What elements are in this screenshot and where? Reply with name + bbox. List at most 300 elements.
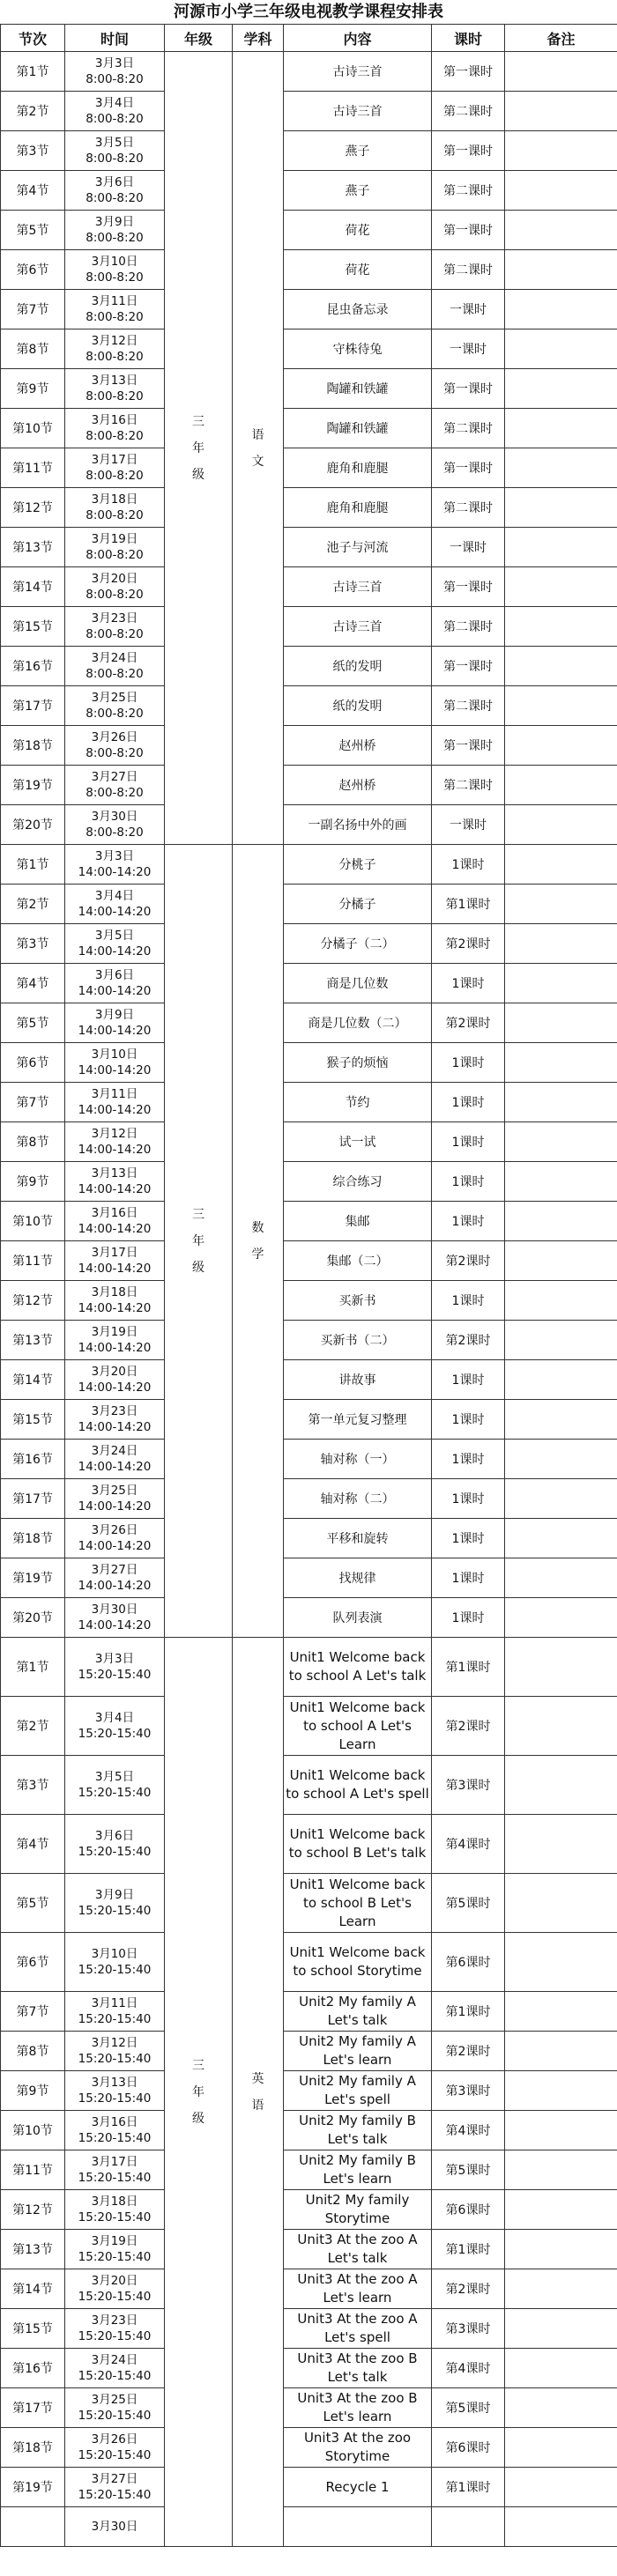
table-row [1, 1400, 617, 1440]
period-cell: 第1节 [1, 52, 65, 92]
date-text: 3月23日 [91, 1404, 138, 1418]
period-cell: 第1节 [1, 845, 65, 885]
period-cell: 第13节 [1, 2230, 65, 2269]
period-cell: 第2节 [1, 1697, 65, 1756]
notes-cell [505, 1598, 617, 1638]
table-row [1, 1202, 617, 1241]
date-text: 3月6日 [94, 175, 135, 189]
notes-cell [505, 250, 617, 290]
time-cell [65, 1558, 165, 1598]
hours-cell: 第2课时 [432, 1321, 505, 1360]
content-cell: 荷花 [284, 211, 432, 250]
date-text: 3月27日 [91, 1563, 138, 1577]
content-cell: 平移和旋转 [284, 1519, 432, 1558]
hours-cell: 第二课时 [432, 686, 505, 726]
time-cell [65, 1400, 165, 1440]
grade-cell: 三 年 级 [165, 1638, 233, 2547]
content-cell: Unit3 At the zoo A Let's spell [284, 2309, 432, 2349]
content-cell: Unit1 Welcome back to school B Let's talk [284, 1815, 432, 1874]
time-range-text: 15:20-15:40 [78, 2329, 152, 2343]
content-cell: Unit2 My family B Let's talk [284, 2111, 432, 2150]
content-cell: 商是几位数（二） [284, 1003, 432, 1043]
content-cell: 节约 [284, 1083, 432, 1122]
hours-cell: 一课时 [432, 528, 505, 567]
time-cell [65, 409, 165, 448]
time-range-text: 15:20-15:40 [78, 2171, 152, 2185]
time-range-text: 15:20-15:40 [78, 2409, 152, 2423]
date-text: 3月20日 [91, 2274, 138, 2288]
date-text: 3月18日 [91, 2195, 138, 2209]
hours-cell: 第1课时 [432, 2230, 505, 2269]
date-text: 3月26日 [91, 2432, 138, 2446]
hours-cell: 第一课时 [432, 567, 505, 607]
content-cell: Unit2 My family A Let's learn [284, 2032, 432, 2071]
date-text: 3月10日 [91, 1947, 138, 1961]
period-cell: 第14节 [1, 2269, 65, 2309]
date-text: 3月23日 [91, 611, 138, 625]
time-range-text: 15:20-15:40 [78, 2012, 152, 2026]
table-row [1, 1558, 617, 1598]
time-range-text: 15:20-15:40 [78, 1845, 152, 1859]
time-cell [65, 1440, 165, 1479]
time-cell [65, 290, 165, 329]
hours-cell: 第二课时 [432, 250, 505, 290]
table-row [1, 1874, 617, 1933]
time-range-text: 8:00-8:20 [85, 350, 144, 364]
content-cell: 古诗三首 [284, 52, 432, 92]
time-cell [65, 171, 165, 211]
time-range-text: 8:00-8:20 [85, 825, 144, 840]
content-cell: 猴子的烦恼 [284, 1043, 432, 1083]
table-row [1, 726, 617, 766]
hours-cell: 第2课时 [432, 2032, 505, 2071]
table-row [1, 964, 617, 1003]
table-row [1, 250, 617, 290]
time-range-text: 14:00-14:20 [78, 1222, 152, 1236]
hours-cell: 1课时 [432, 964, 505, 1003]
date-text: 3月17日 [91, 453, 138, 467]
time-cell [65, 329, 165, 369]
period-cell: 第19节 [1, 2468, 65, 2507]
content-cell: 集邮（二） [284, 1241, 432, 1281]
time-range-text: 15:20-15:40 [78, 2210, 152, 2224]
content-cell: Recycle 1 [284, 2468, 432, 2507]
content-cell: 池子与河流 [284, 528, 432, 567]
hours-cell: 1课时 [432, 1162, 505, 1202]
hours-cell: 第6课时 [432, 2428, 505, 2468]
content-cell: Unit2 My family B Let's learn [284, 2150, 432, 2190]
notes-cell [505, 409, 617, 448]
period-cell: 第8节 [1, 2032, 65, 2071]
header-hours: 课时 [432, 25, 505, 52]
content-cell: Unit2 My family A Let's talk [284, 1992, 432, 2032]
time-range-text: 8:00-8:20 [85, 588, 144, 602]
time-cell [65, 726, 165, 766]
hours-cell: 第4课时 [432, 2349, 505, 2388]
period-cell: 第7节 [1, 1083, 65, 1122]
table-row [1, 2230, 617, 2269]
content-cell [284, 2507, 432, 2547]
time-cell [65, 1321, 165, 1360]
time-cell [65, 647, 165, 686]
hours-cell: 第一课时 [432, 131, 505, 171]
content-cell: 分橘子（二） [284, 924, 432, 964]
content-cell: 纸的发明 [284, 686, 432, 726]
table-row [1, 2388, 617, 2428]
content-cell: 古诗三首 [284, 567, 432, 607]
date-text: 3月19日 [91, 532, 138, 546]
content-cell: 赵州桥 [284, 726, 432, 766]
hours-cell: 第2课时 [432, 2269, 505, 2309]
date-text: 3月30日 [91, 1603, 138, 1617]
table-row [1, 1281, 617, 1321]
period-cell: 第11节 [1, 2150, 65, 2190]
notes-cell [505, 1360, 617, 1400]
period-cell: 第5节 [1, 1874, 65, 1933]
table-row [1, 448, 617, 488]
hours-cell: 第3课时 [432, 1756, 505, 1815]
time-range-text: 14:00-14:20 [78, 905, 152, 919]
date-text: 3月25日 [91, 1484, 138, 1498]
notes-cell [505, 171, 617, 211]
time-cell [65, 1202, 165, 1241]
notes-cell [505, 528, 617, 567]
date-text: 3月6日 [94, 968, 135, 982]
time-cell [65, 1697, 165, 1756]
date-text: 3月16日 [91, 1206, 138, 1220]
hours-cell: 第2课时 [432, 1003, 505, 1043]
table-row [1, 607, 617, 647]
period-cell: 第5节 [1, 1003, 65, 1043]
hours-cell: 1课时 [432, 1083, 505, 1122]
time-cell [65, 1122, 165, 1162]
hours-cell: 第4课时 [432, 1815, 505, 1874]
notes-cell [505, 211, 617, 250]
time-cell [65, 805, 165, 845]
notes-cell [505, 845, 617, 885]
content-cell: 燕子 [284, 171, 432, 211]
notes-cell [505, 92, 617, 131]
date-text: 3月20日 [91, 1365, 138, 1379]
content-cell: Unit2 My family Storytime [284, 2190, 432, 2230]
notes-cell [505, 2190, 617, 2230]
subject-cell: 语 文 [233, 52, 284, 845]
period-cell: 第19节 [1, 1558, 65, 1598]
notes-cell [505, 2071, 617, 2111]
notes-cell [505, 1440, 617, 1479]
time-cell [65, 1360, 165, 1400]
content-cell: Unit3 At the zoo Storytime [284, 2428, 432, 2468]
time-range-text: 15:20-15:40 [78, 1786, 152, 1800]
time-range-text: 14:00-14:20 [78, 1103, 152, 1117]
period-cell: 第13节 [1, 528, 65, 567]
period-cell: 第6节 [1, 1933, 65, 1992]
date-text: 3月30日 [91, 2520, 138, 2534]
content-cell: 荷花 [284, 250, 432, 290]
time-cell [65, 250, 165, 290]
notes-cell [505, 1519, 617, 1558]
notes-cell [505, 2507, 617, 2547]
period-cell: 第17节 [1, 2388, 65, 2428]
time-range-text: 15:20-15:40 [78, 1963, 152, 1977]
date-text: 3月24日 [91, 2353, 138, 2367]
notes-cell [505, 567, 617, 607]
table-row [1, 1519, 617, 1558]
time-range-text: 14:00-14:20 [78, 944, 152, 959]
time-cell [65, 2190, 165, 2230]
period-cell: 第19节 [1, 766, 65, 805]
period-cell: 第12节 [1, 1281, 65, 1321]
time-cell [65, 1933, 165, 1992]
period-cell: 第6节 [1, 250, 65, 290]
notes-cell [505, 1321, 617, 1360]
notes-cell [505, 2230, 617, 2269]
schedule-body [1, 52, 617, 2547]
hours-cell: 第二课时 [432, 92, 505, 131]
time-cell [65, 607, 165, 647]
date-text: 3月3日 [94, 56, 135, 70]
hours-cell: 第一课时 [432, 211, 505, 250]
time-cell [65, 1281, 165, 1321]
date-text: 3月9日 [94, 1888, 135, 1902]
time-cell [65, 1598, 165, 1638]
date-text: 3月9日 [94, 1008, 135, 1022]
period-cell: 第2节 [1, 92, 65, 131]
table-row [1, 52, 617, 92]
hours-cell: 1课时 [432, 1400, 505, 1440]
time-range-text: 15:20-15:40 [78, 2290, 152, 2304]
period-cell: 第8节 [1, 1122, 65, 1162]
date-text: 3月5日 [94, 929, 135, 943]
period-cell: 第13节 [1, 1321, 65, 1360]
notes-cell [505, 1241, 617, 1281]
content-cell: 买新书（二） [284, 1321, 432, 1360]
date-text: 3月26日 [91, 730, 138, 744]
period-cell: 第4节 [1, 964, 65, 1003]
time-range-text: 14:00-14:20 [78, 1460, 152, 1474]
table-row [1, 1479, 617, 1519]
table-row [1, 1360, 617, 1400]
date-text: 3月24日 [91, 651, 138, 665]
subject-cell: 英 语 [233, 1638, 284, 2547]
time-range-text: 15:20-15:40 [78, 1727, 152, 1741]
hours-cell: 第2课时 [432, 1697, 505, 1756]
period-cell: 第9节 [1, 1162, 65, 1202]
period-cell: 第10节 [1, 2111, 65, 2150]
date-text: 3月5日 [94, 1770, 135, 1784]
period-cell: 第3节 [1, 1756, 65, 1815]
header-content: 内容 [284, 25, 432, 52]
notes-cell [505, 2388, 617, 2428]
time-cell [65, 1756, 165, 1815]
date-text: 3月25日 [91, 691, 138, 705]
date-text: 3月11日 [91, 294, 138, 308]
time-range-text: 15:20-15:40 [78, 2369, 152, 2383]
notes-cell [505, 1003, 617, 1043]
hours-cell: 第二课时 [432, 409, 505, 448]
hours-cell: 1课时 [432, 1558, 505, 1598]
time-range-text: 8:00-8:20 [85, 707, 144, 721]
period-cell: 第18节 [1, 726, 65, 766]
content-cell: 讲故事 [284, 1360, 432, 1400]
hours-cell: 第1课时 [432, 885, 505, 924]
date-text: 3月18日 [91, 492, 138, 507]
date-text: 3月16日 [91, 2115, 138, 2129]
hours-cell [432, 2507, 505, 2547]
time-cell [65, 1479, 165, 1519]
notes-cell [505, 369, 617, 409]
notes-cell [505, 766, 617, 805]
content-cell: 鹿角和鹿腿 [284, 488, 432, 528]
table-row [1, 1598, 617, 1638]
date-text: 3月12日 [91, 334, 138, 348]
time-range-text: 8:00-8:20 [85, 72, 144, 86]
period-cell: 第11节 [1, 1241, 65, 1281]
time-cell [65, 1003, 165, 1043]
table-row [1, 885, 617, 924]
date-text: 3月27日 [91, 770, 138, 784]
time-range-text: 14:00-14:20 [78, 984, 152, 998]
date-text: 3月10日 [91, 255, 138, 269]
content-cell: 古诗三首 [284, 92, 432, 131]
hours-cell: 一课时 [432, 290, 505, 329]
hours-cell: 1课时 [432, 1281, 505, 1321]
period-cell: 第15节 [1, 2309, 65, 2349]
time-range-text: 8:00-8:20 [85, 667, 144, 681]
content-cell: 队列表演 [284, 1598, 432, 1638]
table-row [1, 1321, 617, 1360]
time-range-text: 14:00-14:20 [78, 1182, 152, 1196]
period-cell: 第7节 [1, 290, 65, 329]
content-cell: 纸的发明 [284, 647, 432, 686]
table-row [1, 2309, 617, 2349]
time-range-text: 8:00-8:20 [85, 627, 144, 641]
table-row [1, 2190, 617, 2230]
time-cell [65, 2032, 165, 2071]
table-row [1, 488, 617, 528]
hours-cell: 1课时 [432, 1202, 505, 1241]
date-text: 3月3日 [94, 849, 135, 863]
notes-cell [505, 1162, 617, 1202]
table-row [1, 2071, 617, 2111]
notes-cell [505, 924, 617, 964]
hours-cell: 第二课时 [432, 607, 505, 647]
notes-cell [505, 1202, 617, 1241]
schedule-table [0, 24, 617, 2547]
time-range-text: 15:20-15:40 [78, 1904, 152, 1918]
notes-cell [505, 607, 617, 647]
notes-cell [505, 964, 617, 1003]
period-cell: 第2节 [1, 885, 65, 924]
header-notes: 备注 [505, 25, 617, 52]
time-cell [65, 1638, 165, 1697]
hours-cell: 第3课时 [432, 2071, 505, 2111]
period-cell: 第14节 [1, 1360, 65, 1400]
header-period: 节次 [1, 25, 65, 52]
time-range-text: 8:00-8:20 [85, 429, 144, 443]
content-cell: 古诗三首 [284, 607, 432, 647]
period-cell: 第20节 [1, 1598, 65, 1638]
notes-cell [505, 726, 617, 766]
grade-cell: 三 年 级 [165, 845, 233, 1638]
content-cell: 集邮 [284, 1202, 432, 1241]
notes-cell [505, 885, 617, 924]
table-row [1, 329, 617, 369]
date-text: 3月4日 [94, 1711, 135, 1725]
time-cell [65, 2468, 165, 2507]
notes-cell [505, 647, 617, 686]
content-cell: 试一试 [284, 1122, 432, 1162]
time-range-text: 8:00-8:20 [85, 310, 144, 324]
date-text: 3月9日 [94, 215, 135, 229]
notes-cell [505, 1479, 617, 1519]
period-cell: 第7节 [1, 1992, 65, 2032]
grade-cell: 三 年 级 [165, 52, 233, 845]
time-range-text: 14:00-14:20 [78, 1499, 152, 1514]
table-row [1, 409, 617, 448]
hours-cell: 第1课时 [432, 1992, 505, 2032]
hours-cell: 1课时 [432, 1598, 505, 1638]
header-subject: 学科 [233, 25, 284, 52]
table-row [1, 369, 617, 409]
content-cell: 找规律 [284, 1558, 432, 1598]
table-row [1, 2428, 617, 2468]
date-text: 3月25日 [91, 2393, 138, 2407]
notes-cell [505, 2269, 617, 2309]
content-cell: Unit1 Welcome back to school A Let's talk [284, 1638, 432, 1697]
content-cell: 轴对称（一） [284, 1440, 432, 1479]
table-row [1, 2349, 617, 2388]
header-time: 时间 [65, 25, 165, 52]
time-cell [65, 964, 165, 1003]
hours-cell: 第一课时 [432, 647, 505, 686]
notes-cell [505, 2309, 617, 2349]
time-range-text: 8:00-8:20 [85, 786, 144, 800]
hours-cell: 第二课时 [432, 766, 505, 805]
date-text: 3月18日 [91, 1285, 138, 1299]
time-range-text: 14:00-14:20 [78, 1381, 152, 1395]
date-text: 3月6日 [94, 1829, 135, 1843]
time-range-text: 14:00-14:20 [78, 1143, 152, 1157]
time-cell [65, 1043, 165, 1083]
notes-cell [505, 686, 617, 726]
hours-cell: 第5课时 [432, 1874, 505, 1933]
time-range-text: 14:00-14:20 [78, 1341, 152, 1355]
date-text: 3月17日 [91, 1246, 138, 1260]
content-cell: Unit1 Welcome back to school A Let's Learn [284, 1697, 432, 1756]
period-cell: 第12节 [1, 2190, 65, 2230]
date-text: 3月11日 [91, 1087, 138, 1101]
time-range-text: 8:00-8:20 [85, 548, 144, 562]
notes-cell [505, 1400, 617, 1440]
content-cell: Unit2 My family A Let's spell [284, 2071, 432, 2111]
date-text: 3月17日 [91, 2155, 138, 2169]
table-row [1, 2507, 617, 2547]
period-cell: 第16节 [1, 647, 65, 686]
table-row [1, 2032, 617, 2071]
time-range-text: 8:00-8:20 [85, 508, 144, 522]
content-cell: 燕子 [284, 131, 432, 171]
time-cell [65, 1815, 165, 1874]
notes-cell [505, 131, 617, 171]
table-row [1, 647, 617, 686]
period-cell: 第18节 [1, 2428, 65, 2468]
time-range-text: 8:00-8:20 [85, 152, 144, 166]
table-row [1, 1933, 617, 1992]
period-cell: 第5节 [1, 211, 65, 250]
time-cell [65, 1519, 165, 1558]
time-cell [65, 1874, 165, 1933]
